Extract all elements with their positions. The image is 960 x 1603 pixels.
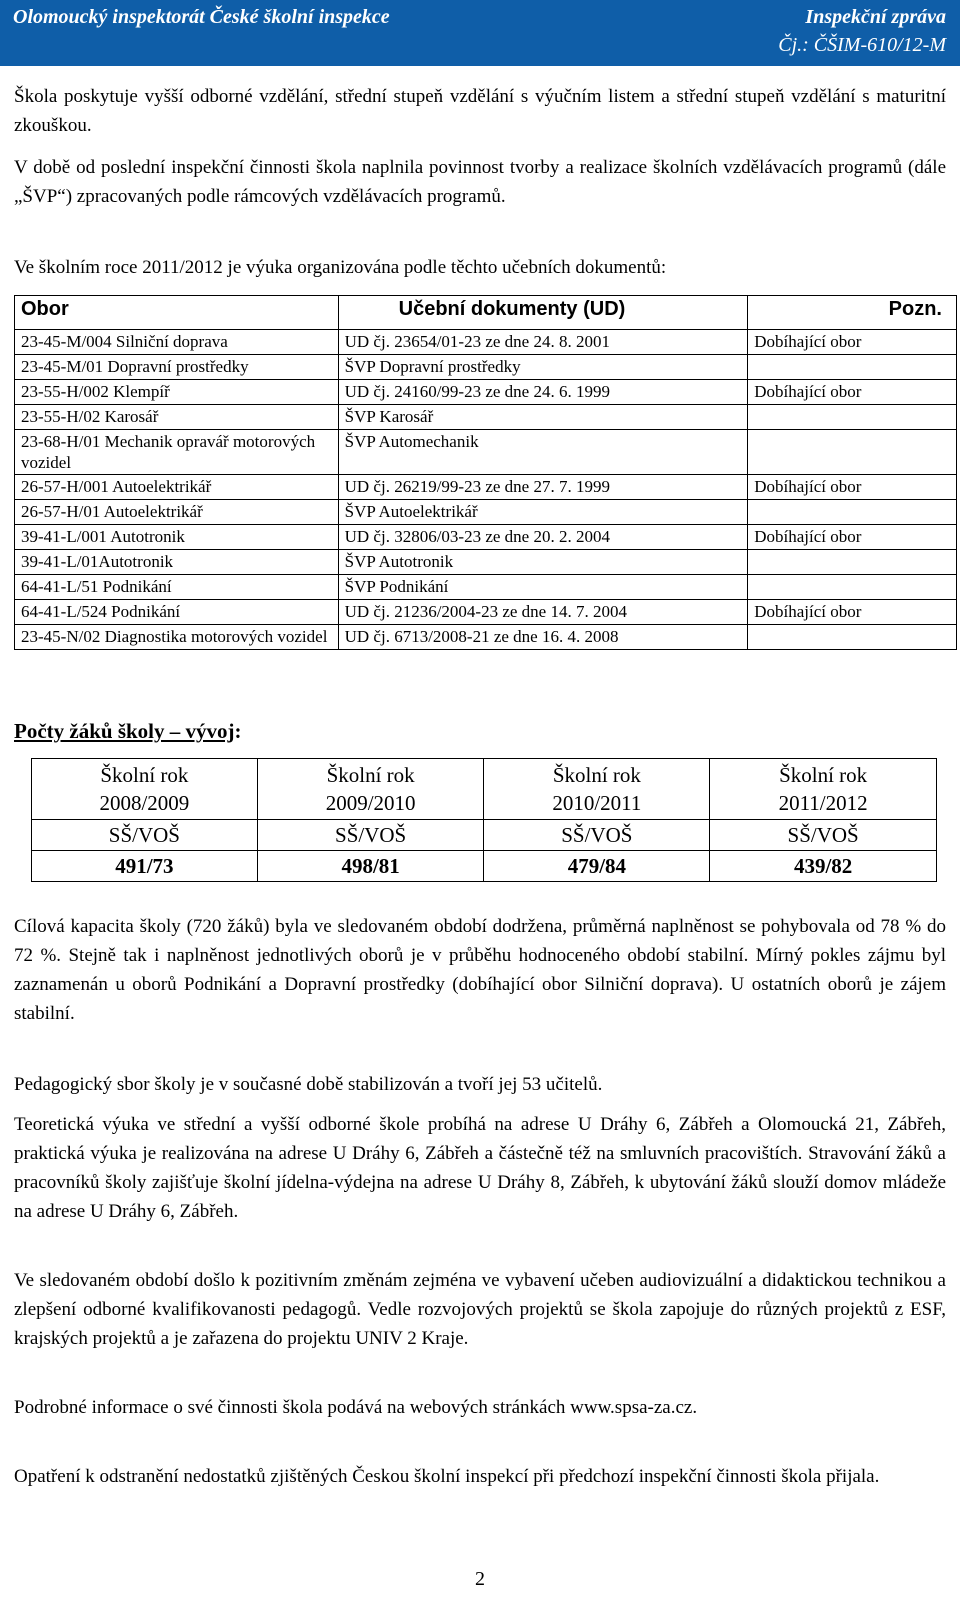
year-cell <box>32 759 258 820</box>
students-table <box>31 758 937 882</box>
table-row <box>15 575 957 600</box>
table-row <box>15 330 957 355</box>
cell-ud: ŠVP Dopravní prostředky <box>338 355 748 380</box>
column-header-ud: Učební dokumenty (UD) <box>338 296 748 330</box>
cell-ud: UD čj. 26219/99-23 ze dne 27. 7. 1999 <box>338 475 748 500</box>
column-header-pozn: Pozn. <box>748 296 957 330</box>
count-cell: 479/84 <box>484 851 710 882</box>
projects-paragraph: Ve sledovaném období došlo k pozitivním změnám zejména ve vybavení učeben audiovizuální a didaktickou technikou a zlepšení odborné kvalifikovanosti pedagogů. Vedle rozvojových projektů se škola zapojuje do různých projektů z ESF, krajských projektů a je zařazena do projektu UNIV 2 Kraje. <box>14 1270 946 1349</box>
cell-pozn <box>748 500 957 525</box>
year-label: Školní rok <box>779 763 868 787</box>
intro-paragraph-3: Ve školním roce 2011/2012 je výuka organizována podle těchto učebních dokumentů: <box>14 257 667 278</box>
cell-ud: UD čj. 21236/2004-23 ze dne 14. 7. 2004 <box>338 600 748 625</box>
year-cell <box>484 759 710 820</box>
cell-ud: ŠVP Karosář <box>338 405 748 430</box>
cell-ud: ŠVP Autotronik <box>338 550 748 575</box>
cell-pozn: Dobíhající obor <box>748 600 957 625</box>
staff-paragraph: Pedagogický sbor školy je v současné době stabilizován a tvoří jej 53 učitelů. <box>14 1074 603 1095</box>
students-heading-colon: : <box>234 719 242 743</box>
year-value: 2008/2009 <box>99 791 190 815</box>
cell-pozn: Dobíhající obor <box>748 525 957 550</box>
cell-pozn <box>748 405 957 430</box>
cell-pozn <box>748 430 957 475</box>
count-cell: 498/81 <box>257 851 484 882</box>
type-cell: SŠ/VOŠ <box>32 820 258 851</box>
students-count-row <box>32 851 937 882</box>
year-value: 2010/2011 <box>552 791 642 815</box>
location-paragraph: Teoretická výuka ve střední a vyšší odborné škole probíhá na adrese U Dráhy 6, Zábřeh a Olomoucká 21, Zábřeh, praktická výuka je realizována na adrese U Dráhy 6, Zábřeh a částečně též na smluvních pracovištích. Stravování žáků a pracovníků školy zajišťuje školní jídelna-výdejna na adrese U Dráhy 8, Zábřeh, k ubytování žáků slouží domov mládeže na adrese U Dráhy 6, Zábřeh. <box>14 1114 946 1222</box>
year-value: 2011/2012 <box>778 791 868 815</box>
header-report-title: Inspekční zpráva <box>805 6 946 28</box>
students-type-row <box>32 820 937 851</box>
capacity-paragraph: Cílová kapacita školy (720 žáků) byla ve sledovaném období dodržena, průměrná naplněnost se pohybovala od 78 % do 72 %. Stejně tak i naplněnost jednotlivých oborů je v průběhu hodnoceného období stabilní. Mírný pokles zájmu byl zaznamenán u oborů Podnikání a Dopravní prostředky (dobíhající obor Silniční doprava). U ostatních oborů je zájem stabilní. <box>14 916 946 1024</box>
cell-obor: 23-55-H/02 Karosář <box>15 405 339 430</box>
cell-ud: UD čj. 23654/01-23 ze dne 24. 8. 2001 <box>338 330 748 355</box>
year-cell <box>257 759 484 820</box>
year-cell <box>710 759 937 820</box>
students-heading <box>14 719 242 744</box>
year-label: Školní rok <box>552 763 641 787</box>
students-heading-text: Počty žáků školy – vývoj <box>14 719 235 743</box>
page-number: 2 <box>475 1568 485 1590</box>
column-header-obor: Obor <box>15 296 339 330</box>
table-row <box>15 475 957 500</box>
cell-obor: 26-57-H/01 Autoelektrikář <box>15 500 339 525</box>
year-value: 2009/2010 <box>325 791 416 815</box>
students-year-row <box>32 759 937 820</box>
cell-obor: 39-41-L/01Autotronik <box>15 550 339 575</box>
table-row <box>15 600 957 625</box>
cell-ud: UD čj. 32806/03-23 ze dne 20. 2. 2004 <box>338 525 748 550</box>
cell-pozn <box>748 355 957 380</box>
cell-pozn <box>748 550 957 575</box>
table-row <box>15 550 957 575</box>
curriculum-table <box>14 295 957 650</box>
count-cell: 439/82 <box>710 851 937 882</box>
table-row <box>15 405 957 430</box>
cell-obor: 23-45-M/004 Silniční doprava <box>15 330 339 355</box>
cell-pozn: Dobíhající obor <box>748 330 957 355</box>
type-cell: SŠ/VOŠ <box>484 820 710 851</box>
cell-obor: 39-41-L/001 Autotronik <box>15 525 339 550</box>
table-row <box>15 355 957 380</box>
cell-pozn <box>748 625 957 650</box>
web-info-paragraph: Podrobné informace o své činnosti škola podává na webových stránkách www.spsa-za.cz. <box>14 1397 698 1418</box>
cell-obor: 64-41-L/524 Podnikání <box>15 600 339 625</box>
intro-paragraph-2: V době od poslední inspekční činnosti škola naplnila povinnost tvorby a realizace školních vzdělávacích programů (dále „ŠVP“) zpracovaných podle rámcových vzdělávacích programů. <box>14 157 946 207</box>
cell-obor: 23-68-H/01 Mechanik opravář motorových vozidel <box>15 430 339 475</box>
cell-pozn <box>748 575 957 600</box>
cell-obor: 23-45-M/01 Dopravní prostředky <box>15 355 339 380</box>
cell-ud: UD čj. 24160/99-23 ze dne 24. 6. 1999 <box>338 380 748 405</box>
intro-paragraph-1: Škola poskytuje vyšší odborné vzdělání, střední stupeň vzdělání s výučním listem a střední stupeň vzdělání s maturitní zkouškou. <box>14 86 946 136</box>
page-header <box>0 0 960 66</box>
measures-paragraph: Opatření k odstranění nedostatků zjištěných Českou školní inspekcí při předchozí inspekční činnosti škola přijala. <box>14 1466 880 1487</box>
type-cell: SŠ/VOŠ <box>710 820 937 851</box>
cell-ud: ŠVP Autoelektrikář <box>338 500 748 525</box>
cell-ud: UD čj. 6713/2008-21 ze dne 16. 4. 2008 <box>338 625 748 650</box>
cell-pozn: Dobíhající obor <box>748 475 957 500</box>
table-row <box>15 380 957 405</box>
cell-obor: 64-41-L/51 Podnikání <box>15 575 339 600</box>
cell-obor: 23-55-H/002 Klempíř <box>15 380 339 405</box>
table-row <box>15 525 957 550</box>
count-cell: 491/73 <box>32 851 258 882</box>
table-row <box>15 625 957 650</box>
cell-ud: ŠVP Podnikání <box>338 575 748 600</box>
type-cell: SŠ/VOŠ <box>257 820 484 851</box>
table-row <box>15 500 957 525</box>
table-row <box>15 430 957 475</box>
cell-pozn: Dobíhající obor <box>748 380 957 405</box>
curriculum-table-header <box>15 296 957 330</box>
cell-obor: 23-45-N/02 Diagnostika motorových vozidel <box>15 625 339 650</box>
cell-obor: 26-57-H/001 Autoelektrikář <box>15 475 339 500</box>
cell-ud: ŠVP Automechanik <box>338 430 748 475</box>
year-label: Školní rok <box>326 763 415 787</box>
header-institution: Olomoucký inspektorát České školní inspekce <box>13 6 390 28</box>
header-reference: Čj.: ČŠIM-610/12-M <box>778 34 946 56</box>
year-label: Školní rok <box>100 763 189 787</box>
